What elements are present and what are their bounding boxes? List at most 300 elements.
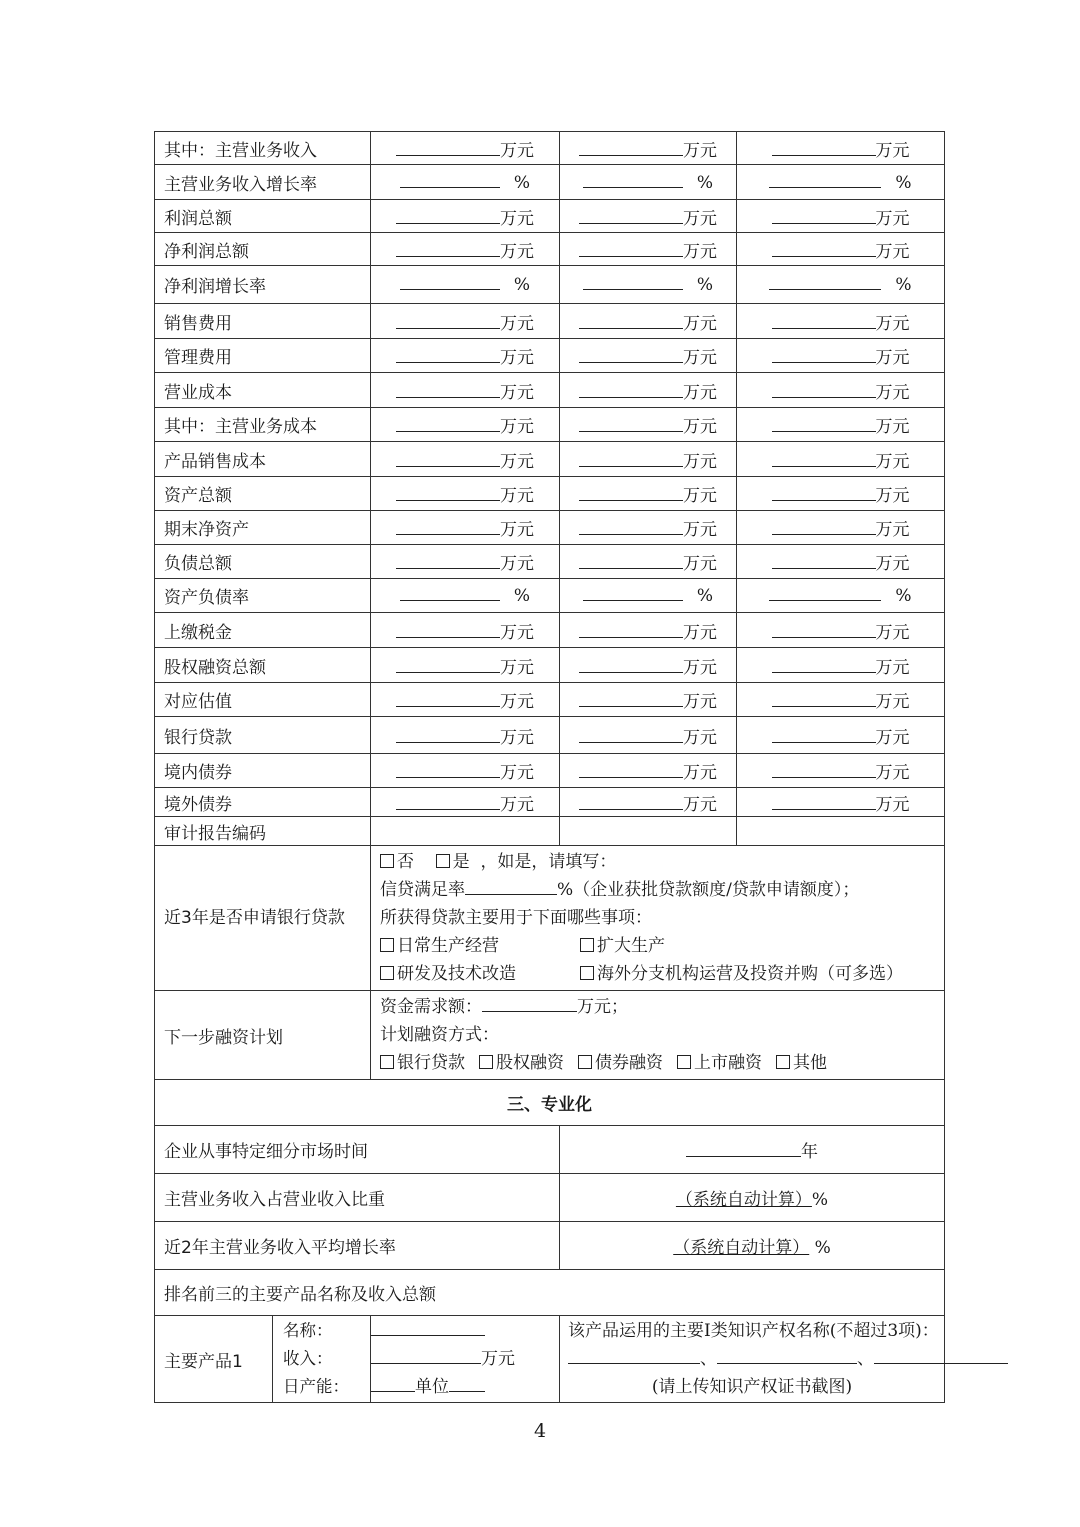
finance-unit: 万元 <box>500 313 534 334</box>
growth-pct: % <box>814 1238 831 1258</box>
finance-value-cell <box>737 165 945 200</box>
finance-value-cell <box>737 545 945 579</box>
checkbox-financing-option[interactable] <box>380 1055 394 1069</box>
finance-row <box>155 477 945 511</box>
finance-value-input[interactable] <box>772 451 876 467</box>
finance-value-cell <box>371 788 560 817</box>
finance-unit: 万元 <box>683 451 717 472</box>
finance-unit: 万元 <box>875 794 910 815</box>
finance-value-cell <box>560 648 737 683</box>
finance-row <box>155 165 945 200</box>
finance-unit: 万元 <box>500 520 534 540</box>
growth-row <box>155 1222 945 1270</box>
product1-info <box>272 1316 349 1402</box>
finance-value-cell <box>737 132 945 165</box>
finance-unit: 万元 <box>500 622 534 643</box>
finance-value-cell <box>737 304 945 339</box>
section3-row <box>155 1080 945 1126</box>
finance-value-cell <box>371 477 560 511</box>
finance-value-cell <box>371 511 560 545</box>
finance-row-label: 银行贷款 <box>155 717 371 754</box>
finance-unit: 万元 <box>683 727 717 748</box>
market-time-row <box>155 1126 945 1174</box>
finance-row-label: 资产总额 <box>155 477 371 511</box>
checkbox-rnd[interactable] <box>380 966 394 980</box>
finance-value-input[interactable] <box>400 585 500 601</box>
finance-row <box>155 788 945 817</box>
finance-value-cell <box>371 165 560 200</box>
finance-value-cell <box>560 165 737 200</box>
finance-row-label: 净利润总额 <box>155 233 371 266</box>
finance-unit: 万元 <box>683 657 717 678</box>
finance-value-input[interactable] <box>772 519 876 535</box>
finance-value-input[interactable] <box>579 451 683 467</box>
finance-unit: 万元 <box>875 417 910 437</box>
finance-value-cell <box>560 132 737 165</box>
finance-value-cell <box>560 788 737 817</box>
audit-field-3[interactable] <box>737 817 945 846</box>
finance-row <box>155 233 945 266</box>
finance-value-input[interactable] <box>396 519 500 535</box>
finance-value-input[interactable] <box>769 172 881 188</box>
finance-value-input[interactable] <box>583 172 683 188</box>
finance-value-cell <box>371 442 560 477</box>
financing-plan-label: 下一步融资计划 <box>155 991 371 1080</box>
finance-value-cell <box>371 648 560 683</box>
finance-value-input[interactable] <box>772 622 876 638</box>
growth-label: 近2年主营业务收入平均增长率 <box>155 1222 560 1270</box>
checkbox-daily-ops[interactable] <box>380 938 394 952</box>
finance-value-cell <box>737 373 945 408</box>
finance-value-cell <box>560 304 737 339</box>
product1-ip <box>560 1316 945 1403</box>
finance-unit: % <box>513 586 531 606</box>
finance-value-input[interactable] <box>579 657 683 673</box>
finance-value-input[interactable] <box>769 585 881 601</box>
finance-unit: 万元 <box>875 140 910 161</box>
finance-row-label: 营业成本 <box>155 373 371 408</box>
finance-value-cell <box>371 545 560 579</box>
finance-row <box>155 339 945 373</box>
finance-value-cell <box>371 339 560 373</box>
finance-unit: % <box>696 275 714 295</box>
finance-unit: 万元 <box>683 520 717 540</box>
finance-row-label: 上缴税金 <box>155 613 371 648</box>
finance-unit: 万元 <box>500 382 534 403</box>
finance-unit: % <box>696 172 714 193</box>
product-income-unit: 万元 <box>481 1349 515 1369</box>
finance-row-label: 负债总额 <box>155 545 371 579</box>
finance-value-cell <box>737 754 945 788</box>
finance-value-input[interactable] <box>579 140 683 156</box>
finance-row <box>155 683 945 717</box>
finance-row-label: 境内债券 <box>155 754 371 788</box>
finance-value-cell <box>371 304 560 339</box>
finance-unit: 万元 <box>875 241 910 262</box>
year-unit: 年 <box>801 1142 818 1162</box>
finance-unit: % <box>696 586 714 606</box>
finance-value-input[interactable] <box>579 622 683 638</box>
ip-input-2[interactable] <box>717 1348 857 1364</box>
market-time-field <box>560 1126 945 1174</box>
finance-value-input[interactable] <box>583 274 683 290</box>
finance-row-label: 股权融资总额 <box>155 648 371 683</box>
financing-option-label: 债券融资 <box>595 1053 663 1073</box>
finance-value-cell <box>560 717 737 754</box>
finance-value-input[interactable] <box>579 691 683 707</box>
financing-option <box>578 1053 663 1073</box>
finance-value-input[interactable] <box>396 553 500 569</box>
finance-row <box>155 579 945 613</box>
finance-row-label: 境外债券 <box>155 788 371 817</box>
finance-value-cell <box>737 339 945 373</box>
finance-unit: 万元 <box>500 417 534 437</box>
finance-unit: % <box>513 275 531 295</box>
finance-value-cell <box>371 683 560 717</box>
finance-value-input[interactable] <box>396 140 500 156</box>
finance-unit: 万元 <box>500 208 534 229</box>
finance-row <box>155 442 945 477</box>
finance-value-input[interactable] <box>400 274 500 290</box>
finance-unit: 万元 <box>875 486 910 506</box>
finance-row-label: 利润总额 <box>155 200 371 233</box>
top3-label: 排名前三的主要产品名称及收入总额 <box>155 1270 945 1316</box>
loan-purpose-question: 所获得贷款主要用于下面哪些事项： <box>380 908 652 928</box>
financing-option-label: 银行贷款 <box>397 1053 465 1073</box>
finance-value-input[interactable] <box>396 416 500 432</box>
finance-unit: 万元 <box>875 382 910 403</box>
finance-value-input[interactable] <box>579 208 683 224</box>
finance-value-cell <box>737 579 945 613</box>
finance-value-cell <box>560 613 737 648</box>
finance-unit: 万元 <box>875 451 910 472</box>
finance-value-input[interactable] <box>583 585 683 601</box>
product1-label: 主要产品1 <box>164 1351 243 1372</box>
loan-label: 近3年是否申请银行贷款 <box>155 846 371 991</box>
finance-unit: 万元 <box>875 520 910 540</box>
loan-row <box>155 846 945 991</box>
finance-row-label: 其中：主营业务收入 <box>155 132 371 165</box>
financing-option-label: 其他 <box>793 1053 827 1073</box>
finance-row-label: 资产负债率 <box>155 579 371 613</box>
finance-value-input[interactable] <box>772 347 876 363</box>
finance-value-input[interactable] <box>396 794 500 810</box>
ip-sep-1: 、 <box>700 1349 717 1369</box>
product1-row <box>155 1316 945 1403</box>
finance-unit: 万元 <box>500 657 534 678</box>
finance-unit: 万元 <box>683 417 717 437</box>
credit-rate-suffix: %（企业获批贷款额度/贷款申请额度）； <box>557 880 860 900</box>
section3-title: 三、专业化 <box>155 1080 945 1126</box>
finance-value-input[interactable] <box>772 794 876 810</box>
product-name-label: 名称： <box>283 1321 333 1340</box>
finance-unit: % <box>895 586 912 606</box>
ip-sep-2: 、 <box>857 1349 874 1369</box>
growth-field <box>560 1222 945 1270</box>
finance-value-cell <box>737 442 945 477</box>
finance-unit: 万元 <box>500 241 534 262</box>
finance-value-cell <box>371 754 560 788</box>
audit-field-2[interactable] <box>560 817 737 846</box>
loan-yes-label: 是 <box>452 852 470 872</box>
finance-value-input[interactable] <box>396 313 500 329</box>
finance-row-label: 对应估值 <box>155 683 371 717</box>
finance-unit: 万元 <box>875 657 910 678</box>
rnd-label: 研发及技术改造 <box>397 964 516 984</box>
finance-value-cell <box>371 717 560 754</box>
finance-value-input[interactable] <box>579 416 683 432</box>
overseas-label: 海外分支机构运营及投资并购（可多选） <box>597 964 903 984</box>
finance-value-input[interactable] <box>772 691 876 707</box>
finance-value-cell <box>371 266 560 304</box>
finance-value-input[interactable] <box>772 416 876 432</box>
page-number: 4 <box>533 1420 547 1442</box>
finance-row-label: 主营业务收入增长率 <box>155 165 371 200</box>
funding-need-unit: 万元； <box>577 997 628 1017</box>
finance-value-cell <box>560 233 737 266</box>
finance-unit: 万元 <box>500 727 534 748</box>
capacity-input[interactable] <box>371 1376 415 1392</box>
finance-value-input[interactable] <box>579 313 683 329</box>
financing-plan-row <box>155 991 945 1080</box>
ip-question: 该产品运用的主要I类知识产权名称(不超过3项)： <box>568 1321 939 1341</box>
finance-unit: 万元 <box>683 486 717 506</box>
finance-value-input[interactable] <box>772 140 876 156</box>
finance-value-cell <box>371 132 560 165</box>
finance-row <box>155 132 945 165</box>
finance-row <box>155 266 945 304</box>
finance-unit: 万元 <box>500 486 534 506</box>
financing-option <box>677 1053 762 1073</box>
funding-need-input[interactable] <box>482 996 577 1012</box>
finance-value-input[interactable] <box>579 382 683 398</box>
finance-value-input[interactable] <box>396 382 500 398</box>
finance-value-input[interactable] <box>396 691 500 707</box>
ip-input-1[interactable] <box>568 1348 700 1364</box>
growth-auto: （系统自动计算） <box>673 1238 810 1258</box>
finance-value-input[interactable] <box>396 485 500 501</box>
finance-value-input[interactable] <box>772 313 876 329</box>
financing-option-label: 股权融资 <box>496 1053 564 1073</box>
finance-value-input[interactable] <box>579 485 683 501</box>
finance-unit: 万元 <box>683 622 717 643</box>
checkbox-financing-option[interactable] <box>677 1055 691 1069</box>
checkbox-overseas[interactable] <box>580 966 594 980</box>
finance-unit: 万元 <box>683 208 717 229</box>
checkbox-expand[interactable] <box>580 938 594 952</box>
income-share-pct: % <box>811 1190 829 1210</box>
finance-row-label: 期末净资产 <box>155 511 371 545</box>
finance-row <box>155 408 945 442</box>
finance-unit: 万元 <box>683 794 717 815</box>
income-share-auto: （系统自动计算） <box>675 1190 812 1210</box>
top3-row <box>155 1270 945 1316</box>
finance-row <box>155 373 945 408</box>
finance-value-input[interactable] <box>396 451 500 467</box>
finance-value-input[interactable] <box>772 762 876 778</box>
finance-value-input[interactable] <box>772 553 876 569</box>
loan-no-label: 否 <box>397 852 414 872</box>
financing-option-label: 上市融资 <box>694 1053 762 1073</box>
finance-row-label: 净利润增长率 <box>155 266 371 304</box>
finance-value-cell <box>560 545 737 579</box>
finance-value-cell <box>371 233 560 266</box>
finance-value-cell <box>560 373 737 408</box>
finance-value-cell <box>737 717 945 754</box>
finance-unit: % <box>895 275 912 295</box>
finance-unit: 万元 <box>683 554 717 574</box>
product1-label-cell <box>155 1316 371 1403</box>
finance-row-label: 产品销售成本 <box>155 442 371 477</box>
financing-plan-details <box>371 991 945 1080</box>
checkbox-financing-option[interactable] <box>578 1055 592 1069</box>
finance-value-cell <box>737 683 945 717</box>
finance-value-cell <box>371 200 560 233</box>
credit-rate-label: 信贷满足率 <box>380 880 465 900</box>
finance-row <box>155 648 945 683</box>
finance-unit: 万元 <box>683 313 717 334</box>
product-income-label: 收入： <box>283 1349 333 1368</box>
product1-fields <box>371 1316 560 1403</box>
finance-row <box>155 304 945 339</box>
ip-upload-note: (请上传知识产权证书截图) <box>651 1377 853 1397</box>
finance-unit: 万元 <box>875 313 910 334</box>
finance-value-input[interactable] <box>396 622 500 638</box>
checkbox-financing-option[interactable] <box>479 1055 493 1069</box>
finance-value-cell <box>371 613 560 648</box>
income-share-row <box>155 1174 945 1222</box>
expand-label: 扩大生产 <box>597 936 665 956</box>
finance-row <box>155 613 945 648</box>
finance-value-input[interactable] <box>772 657 876 673</box>
finance-value-cell <box>737 648 945 683</box>
finance-value-cell <box>737 477 945 511</box>
finance-value-input[interactable] <box>772 382 876 398</box>
finance-value-input[interactable] <box>396 347 500 363</box>
finance-row <box>155 754 945 788</box>
credit-rate-input[interactable] <box>465 879 557 895</box>
finance-value-input[interactable] <box>769 274 881 290</box>
audit-row <box>155 817 945 846</box>
finance-value-input[interactable] <box>396 657 500 673</box>
finance-value-cell <box>560 339 737 373</box>
checkbox-financing-option[interactable] <box>776 1055 790 1069</box>
market-time-input[interactable] <box>686 1141 801 1157</box>
finance-unit: 万元 <box>683 763 717 783</box>
finance-value-cell <box>737 613 945 648</box>
loan-details <box>371 846 945 991</box>
finance-value-cell <box>737 266 945 304</box>
daily-ops-label: 日常生产经营 <box>397 936 499 956</box>
finance-unit: 万元 <box>500 348 534 368</box>
finance-value-input[interactable] <box>400 172 500 188</box>
product-income-input[interactable] <box>371 1348 481 1364</box>
finance-value-input[interactable] <box>396 208 500 224</box>
finance-unit: 万元 <box>500 763 534 783</box>
finance-unit: 万元 <box>500 794 534 815</box>
financing-option <box>380 1053 465 1073</box>
finance-value-cell <box>560 477 737 511</box>
finance-value-input[interactable] <box>579 347 683 363</box>
finance-value-input[interactable] <box>396 762 500 778</box>
finance-unit: 万元 <box>875 554 910 574</box>
finance-value-cell <box>371 579 560 613</box>
finance-unit: 万元 <box>683 692 717 712</box>
finance-value-cell <box>737 788 945 817</box>
finance-value-cell <box>560 442 737 477</box>
income-share-label: 主营业务收入占营业收入比重 <box>155 1174 560 1222</box>
finance-unit: 万元 <box>875 348 910 368</box>
finance-value-input[interactable] <box>396 241 500 257</box>
financing-option <box>776 1053 827 1073</box>
finance-unit: % <box>895 172 912 193</box>
finance-value-cell <box>737 200 945 233</box>
ip-input-3[interactable] <box>874 1348 1008 1364</box>
finance-value-cell <box>560 266 737 304</box>
finance-unit: 万元 <box>875 763 910 783</box>
capacity-unit-input[interactable] <box>449 1376 485 1392</box>
finance-unit: 万元 <box>500 554 534 574</box>
finance-value-input[interactable] <box>396 727 500 743</box>
finance-value-cell <box>371 408 560 442</box>
finance-unit: 万元 <box>875 727 910 748</box>
finance-value-cell <box>560 511 737 545</box>
finance-value-cell <box>560 579 737 613</box>
finance-value-input[interactable] <box>772 485 876 501</box>
finance-unit: 万元 <box>683 348 717 368</box>
finance-value-input[interactable] <box>579 553 683 569</box>
finance-value-cell <box>560 754 737 788</box>
finance-value-input[interactable] <box>579 794 683 810</box>
finance-value-cell <box>737 233 945 266</box>
audit-field-1[interactable] <box>371 817 560 846</box>
finance-value-input[interactable] <box>579 762 683 778</box>
finance-row <box>155 200 945 233</box>
finance-value-input[interactable] <box>579 241 683 257</box>
funding-need-label: 资金需求额： <box>380 997 482 1017</box>
checkbox-loan-no[interactable] <box>380 854 394 868</box>
finance-row <box>155 511 945 545</box>
loan-ifyes-text: ，如是，请填写： <box>480 852 617 872</box>
finance-unit: 万元 <box>683 382 717 403</box>
finance-unit: 万元 <box>500 140 534 161</box>
income-share-field <box>560 1174 945 1222</box>
finance-value-input[interactable] <box>579 727 683 743</box>
finance-row-label: 管理费用 <box>155 339 371 373</box>
financing-method-label: 计划融资方式： <box>380 1025 499 1045</box>
finance-unit: 万元 <box>875 208 910 229</box>
finance-unit: % <box>513 172 531 193</box>
finance-row-label: 销售费用 <box>155 304 371 339</box>
checkbox-loan-yes[interactable] <box>436 854 450 868</box>
finance-value-cell <box>737 511 945 545</box>
finance-unit: 万元 <box>683 241 717 262</box>
market-time-label: 企业从事特定细分市场时间 <box>155 1126 560 1174</box>
finance-row-label: 其中：主营业务成本 <box>155 408 371 442</box>
finance-value-cell <box>560 683 737 717</box>
financing-option <box>479 1053 564 1073</box>
finance-value-cell <box>560 200 737 233</box>
finance-value-input[interactable] <box>772 241 876 257</box>
finance-value-input[interactable] <box>579 519 683 535</box>
finance-unit: 万元 <box>875 622 910 643</box>
audit-label: 审计报告编码 <box>155 817 371 846</box>
finance-value-input[interactable] <box>772 208 876 224</box>
finance-value-input[interactable] <box>772 727 876 743</box>
product-name-input[interactable] <box>371 1320 485 1336</box>
application-form-table <box>154 131 945 1403</box>
finance-unit: 万元 <box>500 451 534 472</box>
